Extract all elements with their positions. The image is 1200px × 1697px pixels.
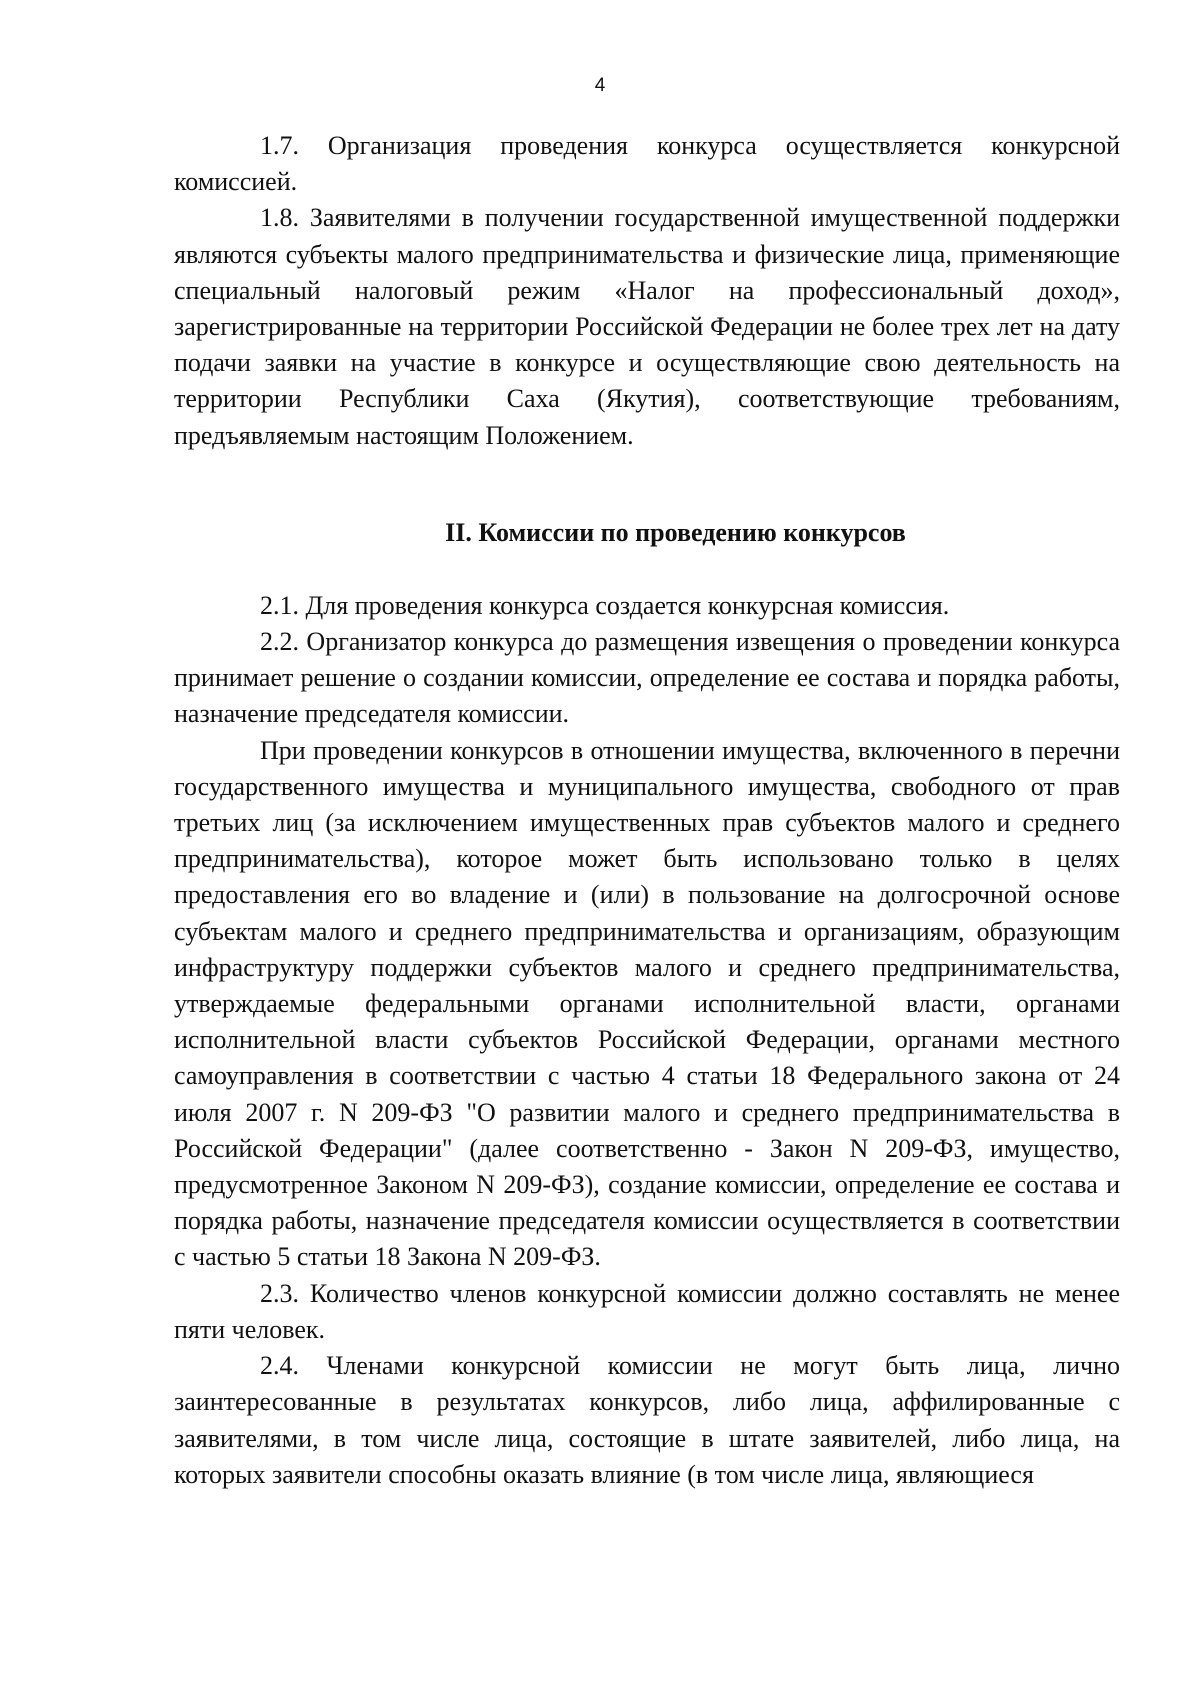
paragraph-2-2: 2.2. Организатор конкурса до размещения извещения о проведении конкурса принимает решение о создании комиссии, определение ее состава и порядка работы, назначение председателя комиссии. bbox=[174, 627, 1120, 729]
paragraph-2-1: 2.1. Для проведения конкурса создается конкурсная комиссия. bbox=[260, 590, 950, 620]
paragraph-1-7: 1.7. Организация проведения конкурса осуществляется конкурсной комиссией. bbox=[174, 131, 1120, 197]
paragraph-2-3: 2.3. Количество членов конкурсной комиссии должно составлять не менее пяти человек. bbox=[174, 1278, 1120, 1344]
section-heading: II. Комиссии по проведению конкурсов bbox=[445, 517, 906, 547]
page-number: 4 bbox=[594, 75, 606, 96]
paragraph-1-8: 1.8. Заявителями в получении государственной имущественной поддержки являются субъекты малого предпринимательства и физические лица, применяющие специальный налоговый режим «Налог на профессиональный доход», зарегистрированные на территории Российской Федерации не более трех лет на дату подачи заявки на участие в конкурсе и осуществляющие свою деятельность на территории Республики Саха (Якутия), соответствующие требованиям, предъявляемым настоящим Положением. bbox=[174, 203, 1120, 450]
paragraph-2-2-property: При проведении конкурсов в отношении имущества, включенного в перечни государственного имущества и муниципального имущества, свободного от прав третьих лиц (за исключением имущественных прав субъектов малого и среднего предпринимательства), которое может быть использовано только в целях предоставления его во владение и (или) в пользование на долгосрочной основе субъектам малого и среднего предпринимательства и организациям, образующим инфраструктуру поддержки субъектов малого и среднего предпринимательства, утверждаемые федеральными органами исполнительной власти, органами исполнительной власти субъектов Российской Федерации, органами местного самоуправления в соответствии с частью 4 статьи 18 Федерального закона от 24 июля 2007 г. N 209-ФЗ "О развитии малого и среднего предпринимательства в Российской Федерации" (далее соответственно - Закон N 209-ФЗ, имущество, предусмотренное Законом N 209-ФЗ), создание комиссии, определение ее состава и порядка работы, назначение председателя комиссии осуществляется в соответствии с частью 5 статьи 18 Закона N 209-ФЗ. bbox=[174, 735, 1120, 1272]
document-body bbox=[174, 128, 1120, 1493]
paragraph-2-4: 2.4. Членами конкурсной комиссии не могут быть лица, лично заинтересованные в результатах конкурсов, либо лица, аффилированные с заявителями, в том числе лица, состоящие в штате заявителей, либо лица, на которых заявители способны оказать влияние (в том числе лица, являющиеся bbox=[174, 1351, 1120, 1489]
